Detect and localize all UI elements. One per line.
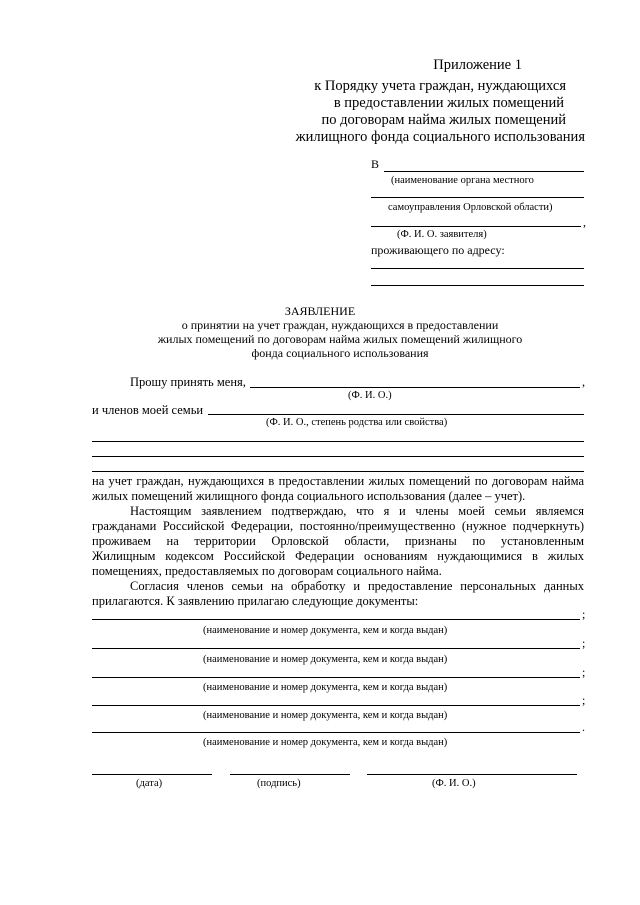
- address-line-2: [371, 285, 584, 286]
- signer-name-line: [367, 774, 577, 775]
- applicant-caption: (Ф. И. О. заявителя): [397, 229, 487, 240]
- document-line-3: [92, 677, 580, 678]
- family-label: и членов моей семьи: [92, 403, 204, 417]
- family-line-3: [92, 456, 584, 457]
- body-p3-line-1: Согласия членов семьи на обработку и предоставление персональных данных: [130, 579, 584, 593]
- addressee-to-prefix: В: [371, 157, 380, 171]
- body-p2-line-5: помещениях, предоставляемых по договорам социального найма.: [92, 564, 442, 578]
- document-line-2: [92, 648, 580, 649]
- body-p3-line-2: прилагаются. К заявлению прилагаю следующие документы:: [92, 594, 419, 608]
- date-caption: (дата): [136, 778, 163, 789]
- applicant-name-line: [250, 387, 580, 388]
- address-line-1: [371, 268, 584, 269]
- document-caption-3: (наименование и номер документа, кем и когда выдан): [203, 682, 448, 693]
- statement-subtitle-2: жилых помещений по договорам найма жилых помещений жилищного: [157, 332, 523, 346]
- family-line-1: [208, 414, 584, 415]
- document-terminator-1: ;: [582, 607, 586, 621]
- appendix-line-1: к Порядку учета граждан, нуждающихся: [314, 78, 566, 94]
- signer-name-caption: (Ф. И. О.): [432, 778, 476, 789]
- date-line: [92, 774, 212, 775]
- org-line-2: [371, 197, 584, 198]
- document-caption-2: (наименование и номер документа, кем и когда выдан): [203, 654, 448, 665]
- body-p2-line-1: Настоящим заявлением подтверждаю, что я и члены моей семьи являемся: [130, 504, 584, 518]
- applicant-comma: ,: [583, 215, 586, 229]
- body-p2-line-4: Жилищным кодексом Российской Федерации основаниям нуждающимися в жилых: [92, 549, 584, 563]
- appendix-title: Приложение 1: [433, 57, 522, 73]
- statement-title: ЗАЯВЛЕНИЕ: [284, 304, 356, 318]
- appendix-line-3: по договорам найма жилых помещений: [321, 112, 566, 128]
- appendix-line-4: жилищного фонда социального использования: [295, 129, 585, 145]
- document-terminator-5: .: [582, 720, 585, 734]
- statement-subtitle-3: фонда социального использования: [251, 346, 429, 360]
- applicant-line: [371, 226, 581, 227]
- org-caption-2: самоуправления Орловской области): [388, 202, 553, 213]
- family-caption: (Ф. И. О., степень родства или свойства): [266, 417, 448, 428]
- body-p2-line-3: проживаем на территории Орловской области, признаны по установленным: [92, 534, 584, 548]
- document-caption-4: (наименование и номер документа, кем и когда выдан): [203, 710, 448, 721]
- document-line-1: [92, 619, 580, 620]
- family-line-2: [92, 441, 584, 442]
- document-terminator-2: ;: [582, 636, 586, 650]
- signature-caption: (подпись): [257, 778, 301, 789]
- document-caption-5: (наименование и номер документа, кем и когда выдан): [203, 737, 448, 748]
- request-comma: ,: [582, 375, 586, 389]
- document-line-4: [92, 705, 580, 706]
- appendix-line-2: в предоставлении жилых помещений: [333, 95, 564, 111]
- body-p1-line-1: на учет граждан, нуждающихся в предоставлении жилых помещений по договорам найма: [92, 474, 584, 488]
- signature-line: [230, 774, 350, 775]
- body-p1-line-2: жилых помещений жилищного фонда социального использования (далее – учет).: [92, 489, 526, 503]
- document-line-5: [92, 732, 580, 733]
- applicant-name-caption: (Ф. И. О.): [348, 390, 392, 401]
- family-line-4: [92, 471, 584, 472]
- org-caption-1: (наименование органа местного: [391, 175, 534, 186]
- document-terminator-4: ;: [582, 693, 586, 707]
- document-terminator-3: ;: [582, 665, 586, 679]
- body-p2-line-2: гражданами Российской Федерации, постоянно/преимущественно (нужное подчеркнуть): [92, 519, 584, 533]
- document-caption-1: (наименование и номер документа, кем и когда выдан): [203, 625, 448, 636]
- residence-label: проживающего по адресу:: [371, 243, 505, 257]
- org-line-1: [384, 171, 584, 172]
- statement-subtitle-1: о принятии на учет граждан, нуждающихся в предоставлении: [181, 318, 499, 332]
- request-label: Прошу принять меня,: [130, 375, 246, 389]
